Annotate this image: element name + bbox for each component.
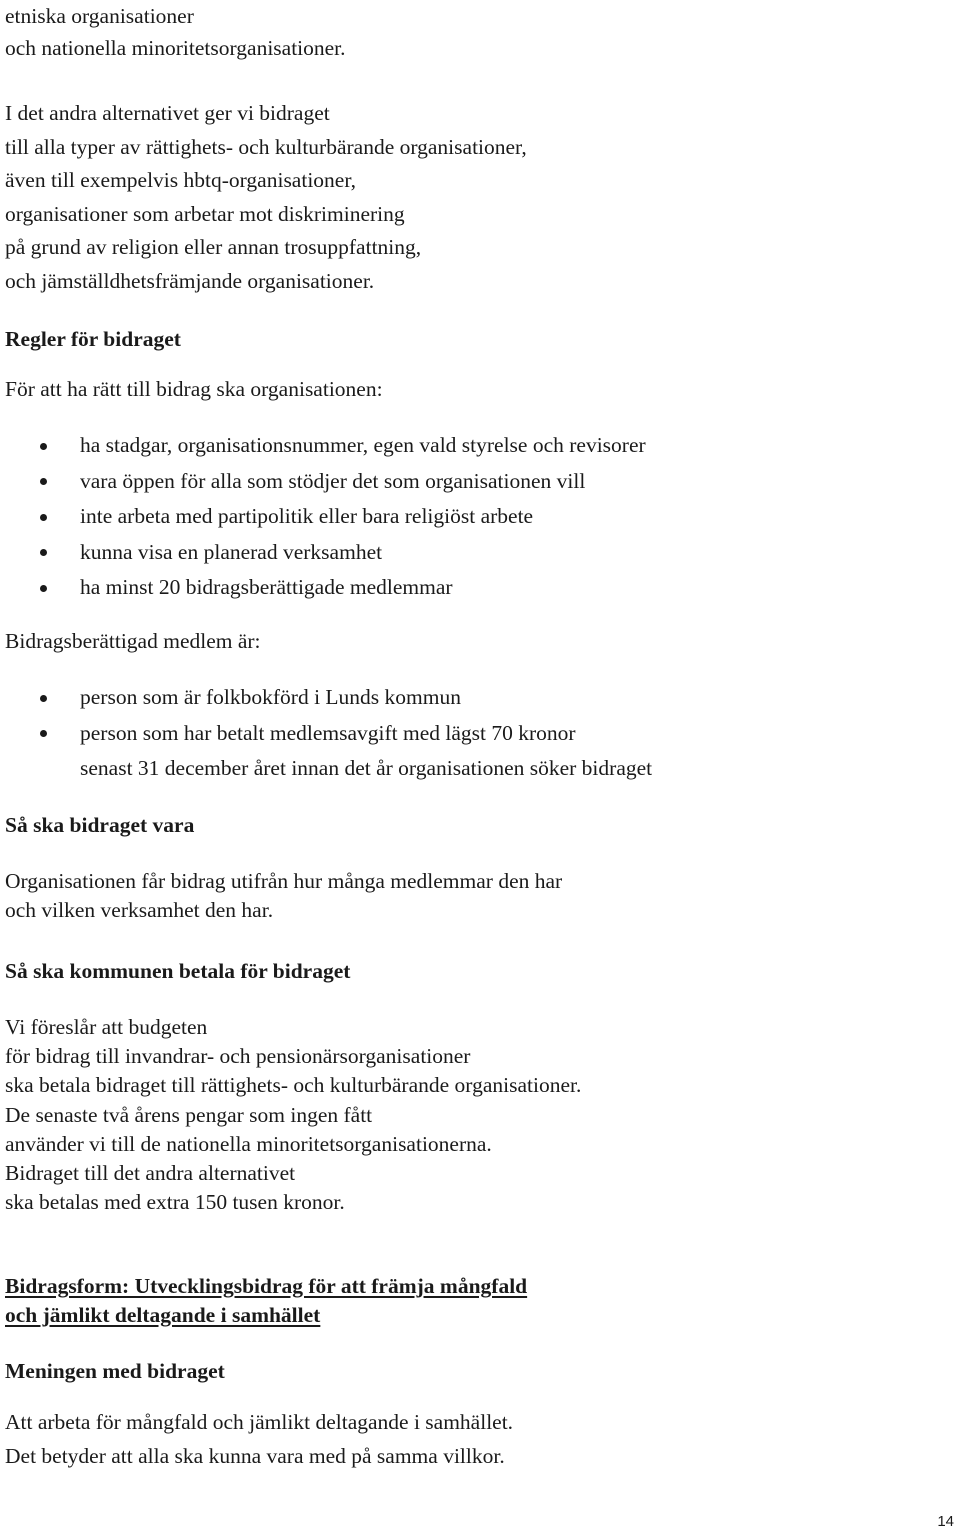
rules-heading: Regler för bidraget [5,327,181,351]
bullet-icon [40,514,47,521]
text-line: för bidrag till invandrar- och pensionärsorganisationer [5,1044,471,1069]
text-line: Organisationen får bidrag utifrån hur många medlemmar den har [5,869,563,893]
text-line: De senaste två årens pengar som ingen fått [5,1102,373,1127]
alt2-paragraph [5,97,527,299]
text-line: Att arbeta för mångfald och jämlikt deltagande i samhället. [5,1410,514,1434]
how-paragraph [5,867,562,925]
list-item: person som har betalt medlemsavgift med lägst 70 kronor [0,716,576,752]
rules-intro: För att ha rätt till bidrag ska organisationen: [5,377,383,401]
member-intro: Bidragsberättigad medlem är: [5,629,261,653]
text-line: på grund av religion eller annan trosuppfattning, [5,235,422,260]
text-line: använder vi till de nationella minoritetsorganisationerna. [5,1131,492,1156]
pay-paragraph [5,1013,581,1217]
list-item: vara öppen för alla som stödjer det som organisationen vill [0,464,646,500]
text-line: och jämlikt deltagande i samhället [5,1303,321,1327]
purpose-heading: Meningen med bidraget [5,1359,225,1383]
text-line: till alla typer av rättighets- och kulturbärande organisationer, [5,134,527,159]
bullet-icon [40,549,47,556]
purpose-paragraph [5,1405,513,1473]
list-item: kunna visa en planerad verksamhet [0,535,646,571]
bullet-icon [40,695,47,702]
bullet-icon [40,478,47,485]
bullet-icon [40,585,47,592]
text-line: ska betala bidraget till rättighets- och kulturbärande organisationer. [5,1073,582,1098]
bullet-icon [40,730,47,737]
text-line: och jämställdhetsfrämjande organisationer. [5,268,375,293]
list-item: ha stadgar, organisationsnummer, egen vald styrelse och revisorer [0,428,646,464]
list-item: person som är folkbokförd i Lunds kommun [0,680,576,716]
pay-heading: Så ska kommunen betala för bidraget [5,959,351,983]
list-item: inte arbeta med partipolitik eller bara religiöst arbete [0,499,646,535]
member-list [0,680,576,751]
bullet-icon [40,443,47,450]
how-heading: Så ska bidraget vara [5,813,195,837]
list-item: ha minst 20 bidragsberättigade medlemmar [0,570,646,606]
text-line: etniska organisationer [5,4,194,28]
intro-top [5,0,346,64]
text-line: även till exempelvis hbtq-organisationer, [5,168,357,193]
rules-list [0,428,646,606]
member-item-continuation: senast 31 december året innan det år organisationen söker bidraget [80,756,653,780]
text-line: I det andra alternativet ger vi bidraget [5,101,330,125]
text-line: Bidraget till det andra alternativet [5,1161,296,1186]
text-line: Vi föreslår att budgeten [5,1015,208,1039]
form-heading [5,1272,527,1330]
text-line: Bidragsform: Utvecklingsbidrag för att främja mångfald [5,1274,528,1298]
text-line: ska betalas med extra 150 tusen kronor. [5,1190,345,1215]
page-number: 14 [937,1513,954,1530]
text-line: Det betyder att alla ska kunna vara med på samma villkor. [5,1444,505,1468]
text-line: och nationella minoritetsorganisationer. [5,36,346,60]
text-line: organisationer som arbetar mot diskriminering [5,201,405,226]
text-line: och vilken verksamhet den har. [5,898,274,922]
